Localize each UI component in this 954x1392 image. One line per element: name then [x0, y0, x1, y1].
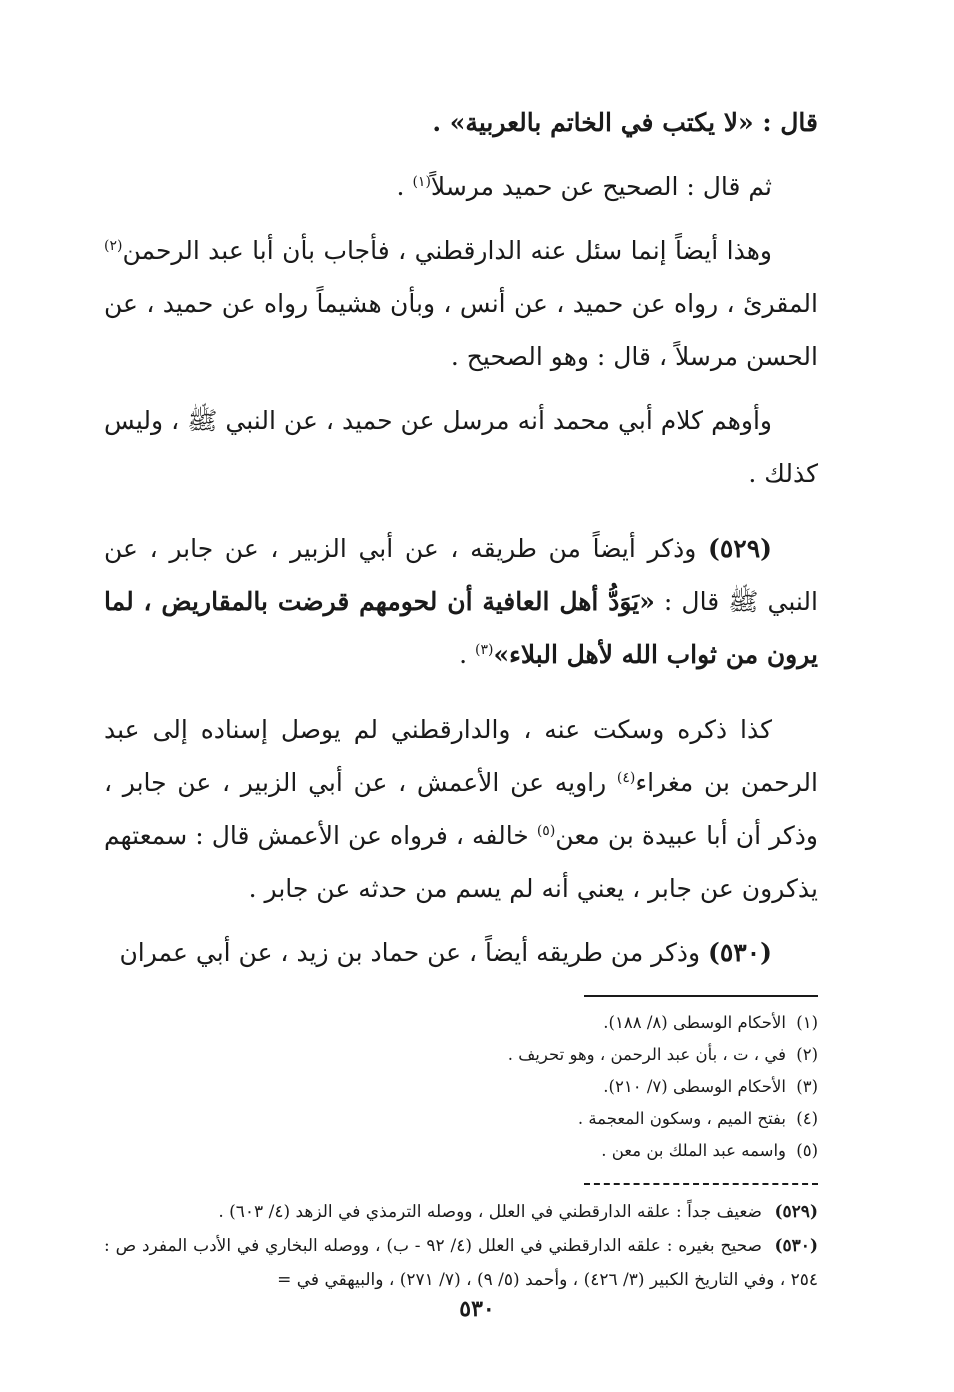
takhrij-marker: (٥٣٠)	[774, 1236, 818, 1256]
footnote-item	[104, 1135, 818, 1167]
page-number: ٥٣٠	[459, 1296, 495, 1322]
takhrij-item	[104, 1229, 818, 1297]
footnote-ref-5: (٥)	[536, 823, 556, 839]
text-span: ثم قال : الصحيح عن حميد مرسلاً	[430, 172, 772, 201]
quote-text: قال : «لا يكتب في الخاتم بالعربية» .	[432, 108, 818, 137]
footnote-ref-3: (٣)	[475, 642, 494, 658]
takhrij-marker: (٥٢٩)	[774, 1202, 818, 1222]
footnote-text: الأحكام الوسطى (٧/ ٢١٠).	[603, 1077, 786, 1096]
footnote-text: بفتح الميم ، وسكون المعجمة .	[577, 1109, 786, 1128]
footnote-ref-4: (٤)	[616, 770, 636, 786]
hadith-number: (٥٢٩)	[708, 534, 772, 563]
takhrij-text: ضعيف جداً : علقه الدارقطني في العلل ، ووصله الترمذي في الزهد (٤/ ٦٠٣) .	[218, 1202, 762, 1222]
footnote-item	[104, 1071, 818, 1103]
footnote-marker: (٥)	[796, 1141, 818, 1160]
takhrij-notes	[104, 1195, 818, 1297]
text-span: خالفه ، فرواه عن الأعمش قال : سمعتهم يذكرون عن جابر ، يعني أنه لم يسم من حدثه عن جابر .	[104, 821, 818, 903]
takhrij-text: صحيح بغيره : علقه الدارقطني في العلل (٤/ ٩٢ - ب) ، ووصله البخاري في الأدب المفرد ص : ٢٥٤ ، وفي التاريخ الكبير (٣/ ٤٢٦) ، وأحمد (٥/ ٩) ، (٧/ ٢٧١) ، والبيهقي في =	[104, 1236, 818, 1290]
takhrij-divider	[584, 1183, 818, 1185]
hadith-quote: «يَوَدُّ أهل العافية أن لحومهم قرضت بالمقاريض ، لما يرون من ثواب الله لأهل البلاء»	[104, 587, 818, 669]
text-span: وأوهم كلام أبي محمد أنه مرسل عن حميد ، عن النبي ﷺ ، وليس كذلك .	[104, 406, 818, 488]
text-span: المقرئ ، رواه عن حميد ، عن أنس ، وبأن هشيماً رواه عن حميد ، عن الحسن مرسلاً ، قال : وهو الصحيح .	[104, 289, 818, 371]
takhrij-item	[104, 1195, 818, 1229]
hadith-number: (٥٣٠)	[708, 938, 772, 967]
main-text	[104, 96, 818, 979]
text-span: وذكر من طريقه أيضاً ، عن حماد بن زيد ، عن أبي عمران	[119, 938, 709, 967]
footnote-item	[104, 1039, 818, 1071]
footnote-ref-1: (١)	[412, 174, 431, 190]
text-span: كذا ذكره وسكت عنه ، والدارقطني لم يوصل إسناده إلى عبد الرحمن بن مغراء	[104, 715, 818, 797]
footnote-marker: (٤)	[796, 1109, 818, 1128]
paragraph-1	[104, 96, 818, 149]
footnote-text: الأحكام الوسطى (٨/ ١٨٨).	[603, 1013, 786, 1032]
footnotes	[104, 1007, 818, 1167]
footnote-ref-2: (٢)	[104, 238, 123, 254]
paragraph-6	[104, 703, 818, 915]
hadith-529	[104, 522, 818, 681]
paragraph-4	[104, 394, 818, 500]
footnote-text: واسمه عبد الملك بن معن .	[601, 1141, 786, 1160]
footnote-divider	[584, 995, 818, 997]
text-span: وهذا أيضاً إنما سئل عنه الدارقطني ، فأجاب بأن أبا عبد الرحمن	[122, 236, 772, 265]
text-span: راويه عن الأعمش ، عن أبي الزبير ، عن جابر ، وذكر أن أبا عبيدة بن معن	[104, 768, 818, 850]
footnote-text: في ، ت ، بأن عبد الرحمن ، وهو تحريف .	[507, 1045, 786, 1064]
footnote-marker: (٢)	[796, 1045, 818, 1064]
text-span: وذكر أيضاً من طريقه ، عن أبي الزبير ، عن جابر ، عن النبي ﷺ قال :	[104, 534, 818, 616]
text-span: .	[396, 172, 413, 201]
paragraph-3	[104, 224, 818, 383]
paragraph-2	[104, 160, 818, 213]
page-body	[104, 96, 818, 1297]
text-span: .	[459, 640, 476, 669]
hadith-530	[104, 926, 818, 979]
footnote-item	[104, 1007, 818, 1039]
footnote-marker: (١)	[796, 1013, 818, 1032]
footnote-marker: (٣)	[796, 1077, 818, 1096]
footnote-item	[104, 1103, 818, 1135]
